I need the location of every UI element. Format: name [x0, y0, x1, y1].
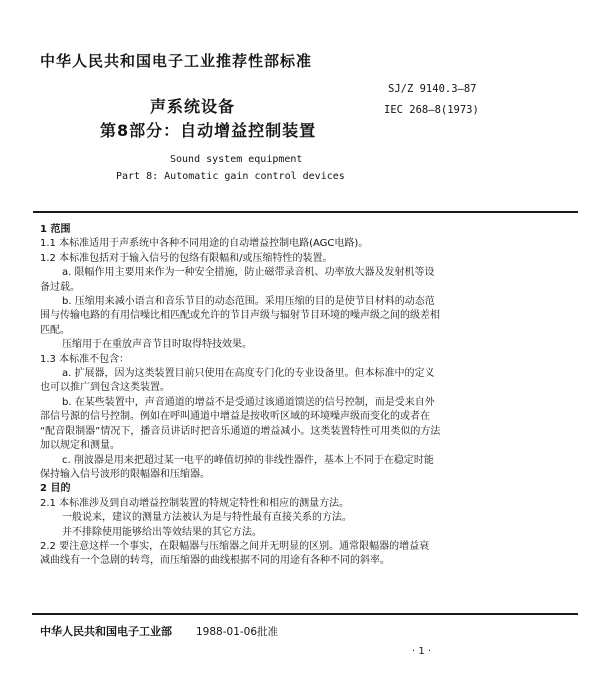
- section-2-heading: 2 目的: [40, 483, 71, 495]
- clause-1-3b-line3: “配音限制器”情况下，播音员讲话时把音乐通道的增益减小。这类装置特性可用类似的方法: [40, 425, 441, 437]
- clause-1-3b-line2: 部信号源的信号控制。例如在呼叫通道中增益是按收听区域的环境噪声级而变化的或者在: [40, 411, 430, 423]
- clause-2-1b: 并不排除使用能够给出等效结果的其它方法。: [62, 526, 262, 538]
- clause-1-2: 1.2 本标准包括对于输入信号的包络有限幅和/或压缩特性的装置。: [40, 252, 333, 264]
- clause-1-2a-line2: 备过载。: [40, 281, 80, 293]
- clause-1-3a-line1: a. 扩展器，因为这类装置目前只使用在高度专门化的专业设备里。但本标准中的定义: [62, 368, 435, 380]
- title-en-line1: Sound system equipment: [170, 154, 303, 165]
- document-body: [40, 223, 560, 569]
- bottom-divider: [32, 613, 578, 615]
- iec-reference: IEC 268—8(1973): [384, 104, 479, 116]
- clause-1-3c-line1: c. 削波器是用来把超过某一电平的峰值切掉的非线性器件，基本上不同于在稳定时能: [62, 454, 434, 466]
- clause-1-2b-line1: b. 压缩用来减小语言和音乐节目的动态范围。采用压缩的目的是使节目材料的动态范: [62, 296, 435, 308]
- top-divider: [33, 211, 578, 213]
- title-en-line2: Part 8: Automatic gain control devices: [116, 171, 345, 182]
- approval-date: 1988-01-06批准: [196, 626, 279, 638]
- clause-1-2b-line2: 围与传输电路的有用信噪比相匹配或允许的节目声级与辐射节目环境的噪声级之间的级差相: [40, 310, 440, 322]
- title-cn-line2: 第8部分：自动增益控制装置: [100, 121, 317, 140]
- section-1-heading: 1 范围: [40, 224, 71, 235]
- clause-1-3c-line2: 保持输入信号波形的限幅器和压缩器。: [40, 468, 210, 480]
- clause-1-2c: 压缩用于在重放声音节目时取得特技效果。: [62, 339, 252, 351]
- clause-1-3: 1.3 本标准不包含：: [40, 353, 130, 365]
- issuing-ministry: 中华人民共和国电子工业部: [40, 625, 172, 638]
- clause-1-3b-line4: 加以规定和测量。: [40, 440, 120, 452]
- clause-2-2-line2: 减曲线有一个急剧的转弯，而压缩器的曲线根据不同的用途有各种不同的斜率。: [40, 555, 390, 567]
- clause-2-2-line1: 2.2 要注意这样一个事实，在限幅器与压缩器之间并无明显的区别。通常限幅器的增益衰: [40, 540, 430, 552]
- clause-1-2a-line1: a. 限幅作用主要用来作为一种安全措施，防止磁带录音机、功率放大器及发射机等设: [62, 267, 435, 279]
- clause-1-2b-line3: 匹配。: [40, 324, 70, 336]
- standard-number: SJ/Z 9140.3—87: [388, 83, 477, 95]
- clause-2-1: 2.1 本标准涉及到自动增益控制装置的特规定特性和相应的测量方法。: [40, 497, 350, 509]
- clause-1-1: 1.1 本标准适用于声系统中各种不同用途的自动增益控制电路(AGC电路)。: [40, 238, 369, 250]
- standard-organization: 中华人民共和国电子工业推荐性部标准: [40, 52, 313, 70]
- clause-1-3b-line1: b. 在某些装置中，声音通道的增益不是受通过该通道馈送的信号控制，而是受来自外: [62, 396, 435, 408]
- clause-1-3a-line2: 也可以推广到包含这类装置。: [40, 382, 170, 394]
- clause-2-1a: 一般说来，建议的测量方法被认为是与特性最有直接关系的方法。: [62, 512, 352, 524]
- page-number: · 1 ·: [412, 646, 432, 657]
- title-cn-line1: 声系统设备: [150, 97, 236, 116]
